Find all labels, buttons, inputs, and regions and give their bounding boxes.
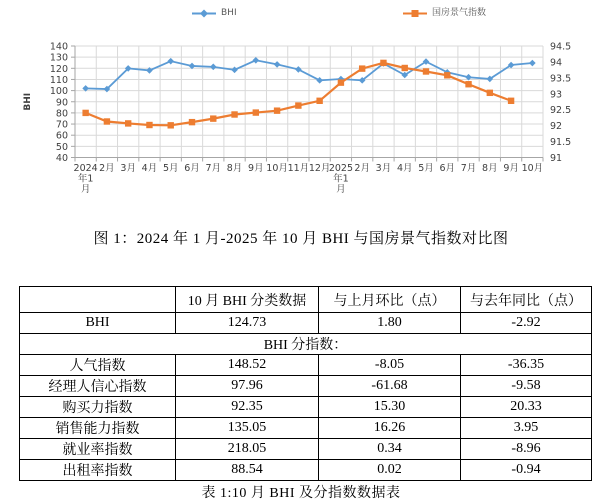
left-axis-tick-label: 80: [55, 108, 68, 120]
x-axis-label: 4月: [396, 163, 413, 174]
BHI-marker: [210, 64, 217, 71]
cell-value: 16.26: [319, 418, 461, 439]
BHI-marker: [253, 57, 260, 64]
row-label: 就业率指数: [20, 439, 176, 460]
left-axis-tick-label: 50: [55, 141, 68, 153]
cell-value: -36.35: [461, 355, 592, 376]
BHI-marker: [316, 77, 323, 84]
国房景气指数-marker: [508, 98, 514, 104]
left-axis-tick-label: 140: [49, 41, 68, 53]
legend-item-bhi: [191, 8, 237, 18]
国房景气指数-marker: [380, 60, 386, 66]
国房景气指数-marker: [487, 90, 493, 96]
x-axis-label: 7月: [460, 163, 477, 174]
国房景气指数-marker: [253, 109, 259, 115]
table-row: [20, 439, 592, 460]
x-axis-label: 5月: [162, 163, 179, 174]
row-label: 经理人信心指数: [20, 376, 176, 397]
国房景气指数-marker: [295, 102, 301, 108]
国房景气指数-marker: [444, 72, 450, 78]
BHI-marker: [295, 66, 302, 73]
table-row: [20, 418, 592, 439]
right-axis-tick-label: 93: [550, 89, 563, 101]
国房景气指数-marker: [210, 115, 216, 121]
BHI-marker: [529, 60, 536, 67]
x-axis-label: 3月: [120, 163, 136, 174]
right-axis-tick-label: 92.5: [550, 105, 572, 117]
right-axis-tick-label: 91: [550, 153, 563, 164]
table-header-row: [20, 287, 592, 313]
国房景气指数-marker: [274, 107, 280, 113]
国房景气指数-marker: [168, 122, 174, 128]
bhi-comparison-chart: [0, 28, 602, 215]
x-axis-label: 9月: [248, 163, 264, 174]
column-header: [20, 287, 176, 313]
x-axis-label: 8月: [482, 163, 498, 174]
left-axis-tick-label: 90: [55, 97, 68, 109]
cell-value: -0.94: [461, 460, 592, 481]
row-label: 人气指数: [20, 355, 176, 376]
row-label: 购买力指数: [20, 397, 176, 418]
row-label: BHI 分指数：: [20, 334, 592, 355]
chart-legend: [0, 8, 602, 24]
left-axis-tick-label: 100: [49, 86, 68, 98]
cell-value: -9.58: [461, 376, 592, 397]
cell-value: 3.95: [461, 418, 592, 439]
cell-value: 20.33: [461, 397, 592, 418]
table-row: [20, 460, 592, 481]
国房景气指数-marker: [402, 65, 408, 71]
column-header: 与去年同比（点）: [461, 287, 592, 313]
BHI-marker: [231, 67, 238, 74]
国房景气指数-marker: [423, 68, 429, 74]
x-axis-label: 11月: [287, 163, 310, 174]
x-axis-label: 2月: [99, 163, 115, 174]
国房景气指数-marker: [465, 81, 471, 87]
cell-value: -8.96: [461, 439, 592, 460]
figure-caption: 图 1：2024 年 1 月-2025 年 10 月 BHI 与国房景气指数对比图: [93, 231, 509, 247]
legend-label-bhi: BHI: [221, 8, 237, 18]
legend-item-guofang: [402, 8, 486, 18]
left-axis-tick-label: 110: [49, 74, 68, 86]
right-axis-tick-label: 93.5: [550, 73, 572, 85]
right-axis-tick-label: 91.5: [550, 137, 572, 149]
bhi-series-marker-icon: [191, 9, 217, 18]
x-axis-label: 2025 年1 月: [328, 163, 354, 195]
cell-value: 218.05: [176, 439, 319, 460]
cell-value: 135.05: [176, 418, 319, 439]
table-row: [20, 313, 592, 334]
国房景气指数-marker: [231, 111, 237, 117]
cell-value: 124.73: [176, 313, 319, 334]
cell-value: 0.34: [319, 439, 461, 460]
x-axis-label: 9月: [503, 163, 519, 174]
国房景气指数-marker: [316, 98, 322, 104]
国房景气指数-marker: [125, 120, 131, 126]
x-axis-label: 6月: [439, 163, 456, 174]
x-axis-label: 10月: [521, 163, 544, 174]
row-label: BHI: [20, 313, 176, 334]
国房景气指数-marker: [338, 79, 344, 85]
国房景气指数-marker: [189, 119, 195, 125]
right-axis-tick-label: 94: [550, 57, 563, 69]
cell-value: 148.52: [176, 355, 319, 376]
cell-value: 1.80: [319, 313, 461, 334]
table-row: [20, 355, 592, 376]
cell-value: -2.92: [461, 313, 592, 334]
x-axis-label: 4月: [141, 163, 158, 174]
table-row: [20, 334, 592, 355]
cell-value: 0.02: [319, 460, 461, 481]
国房景气指数-marker: [104, 118, 110, 124]
x-axis-label: 2月: [354, 163, 370, 174]
left-axis-tick-label: 40: [55, 153, 68, 164]
cell-value: -61.68: [319, 376, 461, 397]
cell-value: 88.54: [176, 460, 319, 481]
column-header: 10 月 BHI 分类数据: [176, 287, 319, 313]
x-axis-label: 6月: [184, 163, 200, 174]
legend-label-guofang: 国房景气指数: [432, 8, 487, 18]
table-row: [20, 397, 592, 418]
x-axis-label: 12月: [308, 163, 331, 174]
right-axis-tick-label: 94.5: [550, 41, 572, 53]
国房景气指数-marker: [359, 65, 365, 71]
cell-value: 92.35: [176, 397, 319, 418]
column-header: 与上月环比（点）: [319, 287, 461, 313]
BHI-marker: [167, 58, 174, 65]
x-axis-label: 7月: [205, 163, 222, 174]
left-axis-title: BHI: [23, 92, 33, 111]
国房景气指数-marker: [146, 122, 152, 128]
left-axis-tick-label: 60: [55, 130, 68, 142]
left-axis-tick-label: 130: [49, 52, 68, 64]
x-axis-label: 3月: [375, 163, 392, 174]
BHI-marker: [274, 61, 281, 68]
x-axis-label: 5月: [418, 163, 434, 174]
cell-value: 97.96: [176, 376, 319, 397]
row-label: 出租率指数: [20, 460, 176, 481]
x-axis-label: 10月: [266, 163, 288, 174]
right-axis-tick-label: 92: [550, 121, 563, 133]
国房景气指数-marker: [82, 110, 88, 116]
table-caption: 表 1:10 月 BHI 及分指数数据表: [201, 486, 401, 501]
x-axis-label: 8月: [226, 163, 243, 174]
guofang-series-marker-icon: [402, 9, 428, 18]
row-label: 销售能力指数: [20, 418, 176, 439]
left-axis-tick-label: 120: [49, 63, 68, 75]
cell-value: 15.30: [319, 397, 461, 418]
cell-value: -8.05: [319, 355, 461, 376]
bhi-data-table: [19, 286, 592, 481]
table-row: [20, 376, 592, 397]
left-axis-tick-label: 70: [55, 119, 68, 131]
x-axis-label: 2024 年1 月: [73, 163, 98, 195]
